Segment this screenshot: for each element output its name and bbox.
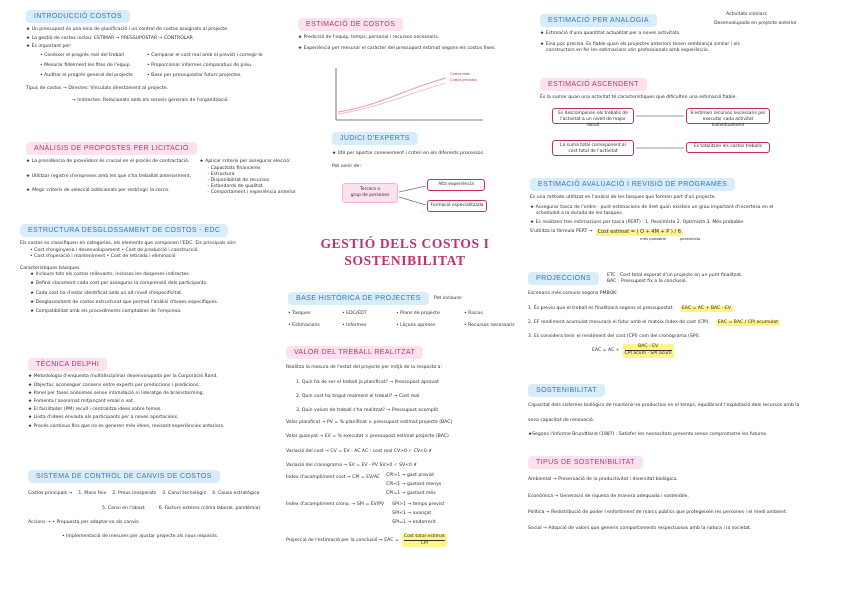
pert-label: pessimista bbox=[679, 235, 701, 241]
avaluacio-line: Es una mètode utilitzat en l'anàlisi de les tasques que formen part d'un projecte. bbox=[530, 195, 717, 201]
list-item: • Plans de projecte bbox=[396, 311, 440, 317]
costs-type-direct: Tipus de costos → Directes: Vinculats directament al projecte. bbox=[26, 85, 168, 91]
list-item: • Informes bbox=[342, 322, 367, 328]
ascendent-arrows bbox=[634, 110, 688, 154]
scenario-2: 2. EF rendiment acumulat mesurarà el futur amb el mateix índex de cost (CPI). bbox=[528, 319, 710, 325]
spi-rule: SPI>1 → temps previst bbox=[392, 501, 445, 507]
control-principals: Costos principals → bbox=[28, 491, 73, 497]
planned-value-formula: Valor planificat → PV = % planificat × pressupost estimat projecte (BAC) bbox=[286, 420, 453, 426]
tipus-line: Social → Adopció de valors que generin comportaments respectuosos amb la natura i la societat. bbox=[528, 526, 752, 531]
step-sum-box: La suma total corresponent al cost total de l'activitat bbox=[552, 140, 634, 156]
specialized-training-box: Formació especialitzada bbox=[427, 200, 487, 212]
delphi-line: ★ El facilitador (PM) recull i centralitza idees sobre temes. bbox=[28, 407, 162, 413]
avaluacio-line: ★ Es realitzen tres estimacions per tasca (PERT) : 1. Pessimista 2. Optimista 3. Més probable bbox=[530, 220, 744, 225]
legend-real: Costos reals bbox=[450, 72, 470, 76]
control-actions: Accions → • Propuesta per adaptar-se als canvis. bbox=[28, 519, 141, 525]
edc-line: ★ Cada cost ha d'estar identificat amb un alt nivell d'especificitat. bbox=[30, 290, 183, 296]
valor-question: 2. Quin cost ha tingut realment el treball? → Cost real bbox=[296, 393, 420, 399]
delphi-section bbox=[28, 358, 288, 430]
spi-formula: Índex d'acompliment crono. → SPI = EV/PV bbox=[286, 501, 385, 507]
delphi-line: ★ Llista d'idees enviada als participants per a noves aportacions. bbox=[28, 415, 179, 421]
tipus-line: Ambiental → Preservació de la productivitat i diversitat biològica. bbox=[528, 477, 678, 483]
tipus-line: Econòmica → Generació de riquesa de manera adequada i sostenible. bbox=[528, 493, 689, 499]
valor-section bbox=[286, 346, 536, 547]
tipus-header: TIPUS DE SOSTENIBILITAT bbox=[528, 456, 643, 469]
expert-source-line: Tercera o bbox=[359, 187, 381, 192]
schedule-variance-formula: Variació del cronograma → SV = EV - PV SV>0 ✓ SV<0 ✗ bbox=[286, 462, 418, 468]
intro-section bbox=[26, 10, 288, 104]
edc-line: Els costos es classifiquen en categories, els elements que componen l'EDC. Els principals són: bbox=[20, 241, 237, 247]
list-item: • EDC/EDT bbox=[342, 311, 367, 317]
tipus-section bbox=[528, 456, 840, 532]
pert-label: més probable bbox=[640, 235, 666, 241]
analisi-line: ★ La presidència de proveïdors és crucial en el procés de contractació. bbox=[26, 159, 190, 165]
cpi-rule: CPI>1 → gast previst bbox=[386, 472, 435, 478]
list-item: • Base per pressupostar futurs projectes. bbox=[147, 73, 242, 79]
step-total-box: Es totalitzen els costos treballs bbox=[686, 142, 770, 153]
spi-rule: SPI=1 → endarrerit bbox=[392, 519, 436, 525]
list-item: • Recursos necessaris bbox=[464, 322, 515, 328]
legend-planned: Costos previstos bbox=[450, 78, 477, 82]
base-section bbox=[288, 292, 536, 329]
edc-line: ★ Desglossament de costos estructurat que permet l'anàlisi d'àrees específiques. bbox=[30, 299, 219, 305]
list-item: • Tasques bbox=[288, 311, 311, 317]
earned-value-formula: Valor guanyat → EV = % executat × pressupost estimat projecte (BAC) bbox=[286, 434, 449, 440]
ascendent-line: És la sumar quan una activitat té característiques que dificulten una estimació fiable. bbox=[540, 95, 737, 101]
edc-line: ★ Compatibilitat amb els procediments comptables de l'empresa. bbox=[30, 308, 182, 314]
step-estimate-box: S'estimen recursos necessaris per executar cada activitat individualment bbox=[686, 108, 770, 124]
page-title: GESTIÓ DELS COSTOS I SOSTENIBILITAT bbox=[320, 236, 490, 268]
list-item: • Proporcionar informes comparatius de preu. bbox=[147, 63, 253, 69]
base-header: BASE HISTÒRICA DE PROJECTES bbox=[288, 292, 429, 305]
list-item: - Estàndards de qualitat bbox=[207, 184, 263, 190]
edc-line: ★ Definir clarament cada cost per assegurar la comprensió dels participants. bbox=[30, 281, 208, 287]
sostenibilitat-line: seva capacitat de renovació. bbox=[528, 417, 595, 423]
control-header: SISTEMA DE CONTROL DE CANVIS DE COSTOS bbox=[28, 470, 220, 483]
cpi-rule: CPI<1 → gastant menys bbox=[386, 482, 442, 488]
sostenibilitat-line: Capacitat dels sistemes biològics de mantenir-se productius en el temps, equilibrant l'explotació dels recursos amb la bbox=[528, 403, 800, 409]
projeccions-header: PROJECCIONS bbox=[528, 272, 599, 285]
analogia-line: constructors en fer les estimacions són professionals amb experiència. bbox=[546, 47, 710, 53]
projeccions-section bbox=[528, 272, 840, 358]
pert-formula: Cost estimat = ( O + 4M + P ) / 6 bbox=[597, 229, 681, 236]
judici-section bbox=[332, 132, 532, 170]
edc-header: ESTRUCTURA DESGLOSSAMENT DE COSTOS - EDC bbox=[20, 224, 228, 237]
scenario-1-formula: EAC = AC + BAC - EV bbox=[681, 305, 731, 311]
analisi-line: ★ Utilitzar registre d'empreses amb les que s'ha treballat anteriorment. bbox=[26, 173, 192, 179]
cost-variance-formula: Variació del cost → CV = EV - AC AC : cost real CV>0 ✓ CV<0 ✗ bbox=[286, 448, 433, 454]
analogia-section bbox=[540, 14, 840, 54]
avaluacio-header: ESTIMACIÓ AVALUACIÓ I REVISIÓ DE PROGRAMES bbox=[530, 178, 735, 191]
list-item: - Capacitats financeres bbox=[207, 165, 261, 171]
analogia-line: ★ Eina poc precisa. Es fiable quan els projectes anteriors tenen semblança similar i els bbox=[540, 41, 740, 47]
projeccions-intro: Escenaris més comuns segons PMBOK: bbox=[528, 291, 618, 297]
expert-source-box bbox=[342, 183, 398, 203]
judici-line: Pot venir de: bbox=[332, 163, 362, 169]
judici-line: ★ Útil per aportar coneixement i criteri en els diferents processos. bbox=[332, 151, 485, 157]
sostenibilitat-header: SOSTENIBILITAT bbox=[528, 384, 605, 397]
control-actions-2: • Implementació de mesures per ajustar projecte als nous requisits. bbox=[62, 534, 219, 539]
base-includes: Pot incloure: bbox=[434, 296, 463, 301]
costs-type-indirect: → Indirectes: Relacionats amb els serveis generals de l'organització. bbox=[72, 97, 229, 103]
analogia-note: Activitats similars bbox=[726, 12, 767, 17]
spi-rule: SPI<1 → avançat bbox=[392, 510, 432, 516]
list-item: • Auditar el progrés general del projecte bbox=[40, 73, 134, 79]
intro-line: ★ La gestió de costos inclou: ESTIMAR → PRESSUPOSTAR → CONTROLAR bbox=[26, 35, 193, 41]
list-item: 3. Canvi tecnològic bbox=[162, 491, 207, 497]
estimacio-line: ★ Predicció de l'equip, temps, personal i recursos necessaris. bbox=[298, 35, 440, 41]
tipus-line: Política → Redistribució de poder i enfortiment de marcs públics que protegeixen les persones i el medi ambient. bbox=[528, 509, 788, 515]
judici-header: JUDICI D'EXPERTS bbox=[332, 132, 418, 145]
edc-section bbox=[20, 224, 290, 315]
analogia-note: Desenvolupada en projecte anterior bbox=[714, 21, 797, 26]
scenario-3-prefix: EAC = AC + bbox=[592, 347, 620, 353]
list-item: • Mesurar fidelment les fites de l'equip bbox=[40, 63, 130, 69]
list-item: - Estructura bbox=[207, 171, 235, 177]
intro-line: ★ Un pressupost és una eina de planificació i un control de costos assignats al projecte. bbox=[26, 27, 229, 33]
list-item: • Conèixer el progrés real del treball bbox=[40, 53, 124, 58]
criteria-title: ★ Aplicar criteris per assegurar elecció: bbox=[199, 159, 291, 165]
estimacio-header: ESTIMACIÓ DE COSTOS bbox=[298, 18, 403, 31]
cost-curve-chart bbox=[328, 66, 488, 126]
edc-line: ★ Incloure tots els costos rellevants, inclosos les despeses indirectes. bbox=[30, 272, 191, 278]
expert-source-line: grup de persones bbox=[350, 192, 390, 198]
delphi-line: ★ Objectiu: aconseguir consens entre experts per prediccions i predicions. bbox=[28, 382, 200, 388]
list-item: - Comportament i experiència anterior bbox=[207, 190, 296, 196]
cpi-formula: Índex d'acompliment cost → CPI = EV/AC bbox=[286, 474, 381, 480]
analisi-line: ★ Afegir criteris de selecció addicionals per restringir la cerca. bbox=[26, 187, 170, 193]
list-item: • Riscos bbox=[464, 311, 483, 317]
sostenibilitat-line: ★Segons l'Informe Brundtland (1987) : Satisfer les necessitats presents sense comprometre les futures. bbox=[528, 431, 768, 437]
intro-line: ★ És important per: bbox=[26, 43, 72, 49]
intro-header: INTRODUCCIÓ COSTOS bbox=[26, 10, 130, 23]
valor-header: VALOR DEL TREBALL REALITZAT bbox=[286, 346, 423, 359]
estimacio-section bbox=[298, 18, 538, 52]
projeccions-note: ETC : Cost total esperat d'un projecte en un punt finalitzat. bbox=[606, 272, 743, 278]
avaluacio-line: ★ Assegurar tasca de l'ordre - punt estimacions de dret quan existeix un grau important d'incertesa en el bbox=[530, 204, 774, 210]
list-item: • Estimacions bbox=[288, 322, 320, 328]
high-experience-box: Alta experiència bbox=[427, 179, 485, 191]
scenario-3: 3. Es considera tenir el rendiment del cost (CPI) com del cronograma (SPI). bbox=[528, 334, 701, 339]
scenario-1: 1. És previu que el treball es finalitzarà segons el pressupostat. bbox=[528, 305, 674, 311]
sostenibilitat-section bbox=[528, 384, 840, 438]
edc-subtitle: Característiques bàsiques bbox=[20, 266, 80, 271]
projeccions-note: BAC : Pressupost fix a la conclusió. bbox=[606, 278, 687, 284]
ascendent-section bbox=[540, 78, 840, 102]
pert-formula-label: S'utilitza la fórmula PERT → bbox=[530, 229, 593, 235]
delphi-header: TÈCNICA DELPHI bbox=[28, 358, 107, 371]
list-item: - Disponibilitat de recursos bbox=[207, 178, 270, 183]
delphi-line: ★ Procés continua fins que no es generen més idees, revisant experiències anteriors. bbox=[28, 423, 225, 429]
step-decompose-box: Es descomponen els treballs de l'activitat a un nivell de major detall bbox=[552, 108, 634, 124]
scenario-3-fraction: BAC - EV CPI acum · SPI acum bbox=[624, 344, 672, 357]
list-item: 4. Causa estratègica bbox=[212, 491, 260, 497]
delphi-line: ★ Fomenta l'anonimat mitjançant email o xat. bbox=[28, 399, 135, 404]
list-item: 2. Preus inesperats bbox=[112, 491, 157, 497]
eac-projection: Projecció de l'estimació per la conclusió → EAC = bbox=[286, 537, 399, 543]
valor-intro: Realitza la mesura de l'estat del projecte per mitjà de la resposta a: bbox=[286, 365, 443, 371]
edc-line: • Cost d'enginyeria i desenvolupament • Cost de producció i construcció bbox=[30, 247, 198, 253]
scenario-2-formula: EAC = BAC / CPI acumulat bbox=[717, 319, 779, 325]
analisi-section bbox=[26, 142, 296, 197]
control-section bbox=[28, 470, 290, 540]
ascendent-header: ESTIMACIÓ ASCENDENT bbox=[540, 78, 647, 91]
cpi-rule: CPI=1 → gastant més bbox=[386, 491, 436, 497]
delphi-line: ★ Panel per fases anònimes sense intimidació ni lideratge de brainstorming. bbox=[28, 390, 205, 396]
list-item: 1. Mans feix bbox=[78, 491, 107, 497]
valor-question: 3. Quin volum de treball s'ha realitzat? → Pressupost acomplit bbox=[296, 408, 439, 413]
expert-arrows bbox=[398, 183, 428, 211]
eac-fraction: Cost total estimat CPI bbox=[403, 534, 445, 547]
valor-question: 1. Quin ha de ser el treball ja planificat? → Pressupost aprovat bbox=[296, 379, 439, 385]
delphi-line: ★ Metodologia d'enquesta multidisciplinar desenvolupada per la Corporació Rand. bbox=[28, 374, 218, 380]
analogia-header: ESTIMACIÓ PER ANALOGIA bbox=[540, 14, 657, 27]
avaluacio-line: scheduled a la durada de les tasques. bbox=[536, 210, 624, 216]
analisi-header: ANÀLISIS DE PROPOSTES PER LICITACIÓ bbox=[26, 142, 197, 155]
estimacio-line: ★ Experiència per mesurar el caràcter del pressupost estimat segons els costos fixes. bbox=[298, 45, 496, 51]
avaluacio-section bbox=[530, 178, 840, 241]
list-item: • Comparar el cost real amb el previst i corregir-lo bbox=[147, 53, 263, 58]
edc-line: • Cost d'operació i manteniment • Cost de retirada i eliminació bbox=[30, 253, 176, 259]
list-item: 6. Factors externs (clima laboral, pandèmia) bbox=[158, 505, 261, 511]
list-item: • Lliçons apreses bbox=[396, 322, 436, 328]
analogia-line: ★ Estimació d'una quantitat actualitat per a noves activitats. bbox=[540, 31, 681, 37]
real-cost-curve bbox=[338, 78, 446, 112]
list-item: 5. Canvi en l'abast bbox=[102, 505, 145, 511]
